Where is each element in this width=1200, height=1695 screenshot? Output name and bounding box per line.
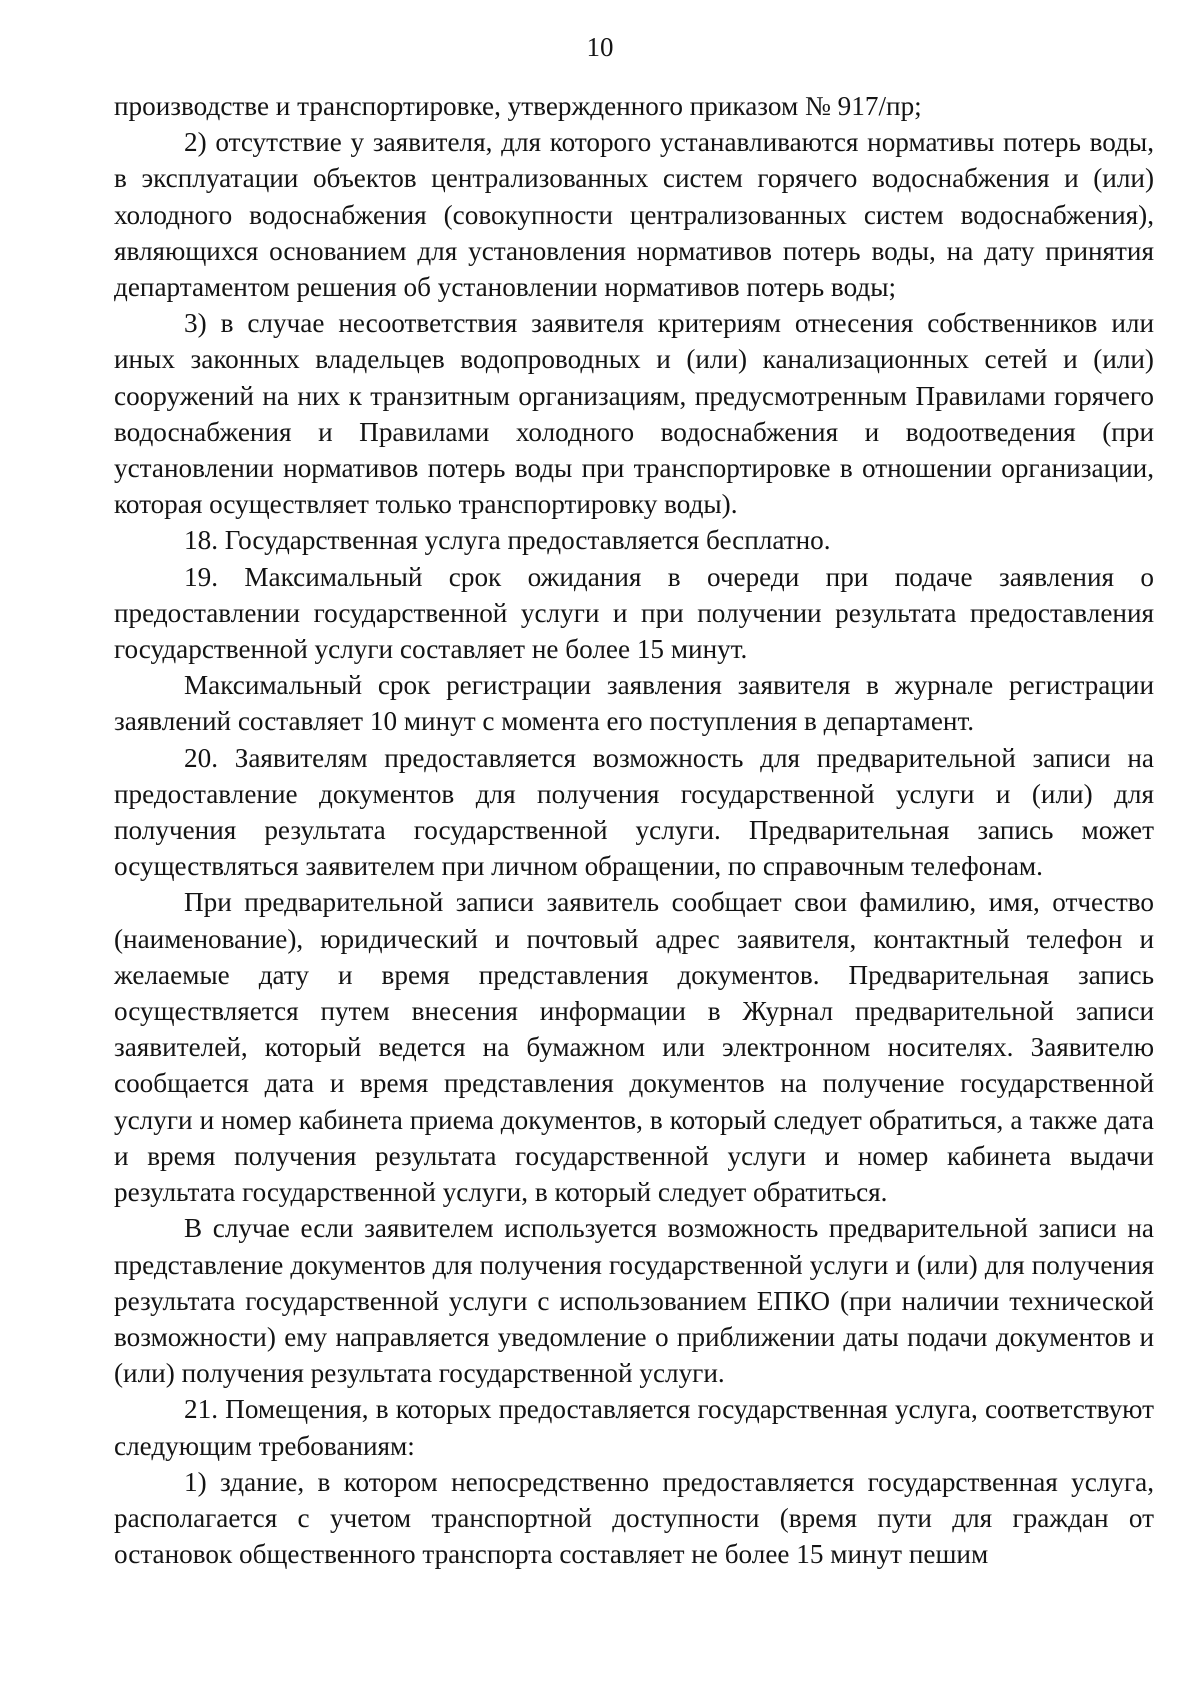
paragraph-section-18: 18. Государственная услуга предоставляется бесплатно. xyxy=(184,525,831,556)
document-body xyxy=(114,88,1154,1572)
paragraph-section-19: 19. Максимальный срок ожидания в очереди при подаче заявления о предоставлении государственной услуги и при получении результата предоставления государственной услуги составляет не более 15 минут. xyxy=(114,561,1154,665)
paragraph-section-21: 21. Помещения, в которых предоставляется государственная услуга, соответствуют следующим требованиям: xyxy=(114,1394,1154,1461)
paragraph-item-2: 2) отсутствие у заявителя, для которого устанавливаются нормативы потерь воды, в эксплуатации объектов централизованных систем горячего водоснабжения и (или) холодного водоснабжения (совокупности централизованных систем водоснабжения), являющихся основанием для установления нормативов потерь воды, на дату принятия департаментом решения об установлении нормативов потерь воды; xyxy=(114,127,1154,303)
paragraph-section-20: 20. Заявителям предоставляется возможность для предварительной записи на предоставление документов для получения государственной услуги и (или) для получения результата государственной услуги. Предварительная запись может осуществляться заявителем при личном обращении, по справочным телефонам. xyxy=(114,742,1154,882)
paragraph-building-requirement: 1) здание, в котором непосредственно предоставляется государственная услуга, располагается с учетом транспортной доступности (время пути для граждан от остановок общественного транспорта составляет не более 15 минут пешим xyxy=(114,1466,1154,1570)
paragraph-epko-notice: В случае если заявителем используется возможность предварительной записи на представление документов для получения государственной услуги и (или) для получения результата государственной услуги с использованием ЕПКО (при наличии технической возможности) ему направляется уведомление о приближении даты подачи документов и (или) получения результата государственной услуги. xyxy=(114,1213,1154,1389)
page-number: 10 xyxy=(586,32,614,62)
paragraph-preliminary-record: При предварительной записи заявитель сообщает свои фамилию, имя, отчество (наименование), юридический и почтовый адрес заявителя, контактный телефон и желаемые дату и время представления документов. Предварительная запись осуществляется путем внесения информации в Журнал предварительной записи заявителей, который ведется на бумажном или электронном носителях. Заявителю сообщается дата и время представления документов на получение государственной услуги и номер кабинета приема документов, в который следует обратиться, а также дата и время получения результата государственной услуги и номер кабинета выдачи результата государственной услуги, в который следует обратиться. xyxy=(114,887,1154,1208)
paragraph-registration-time: Максимальный срок регистрации заявления заявителя в журнале регистрации заявлений составляет 10 минут с момента его поступления в департамент. xyxy=(114,670,1154,737)
paragraph-item-3: 3) в случае несоответствия заявителя критериям отнесения собственников или иных законных владельцев водопроводных и (или) канализационных сетей и (или) сооружений на них к транзитным организациям, предусмотренным Правилами горячего водоснабжения и Правилами холодного водоснабжения и водоотведения (при установлении нормативов потерь воды при транспортировке в отношении организации, которая осуществляет только транспортировку воды). xyxy=(114,308,1154,520)
paragraph-continuation: производстве и транспортировке, утвержденного приказом № 917/пр; xyxy=(114,91,922,121)
